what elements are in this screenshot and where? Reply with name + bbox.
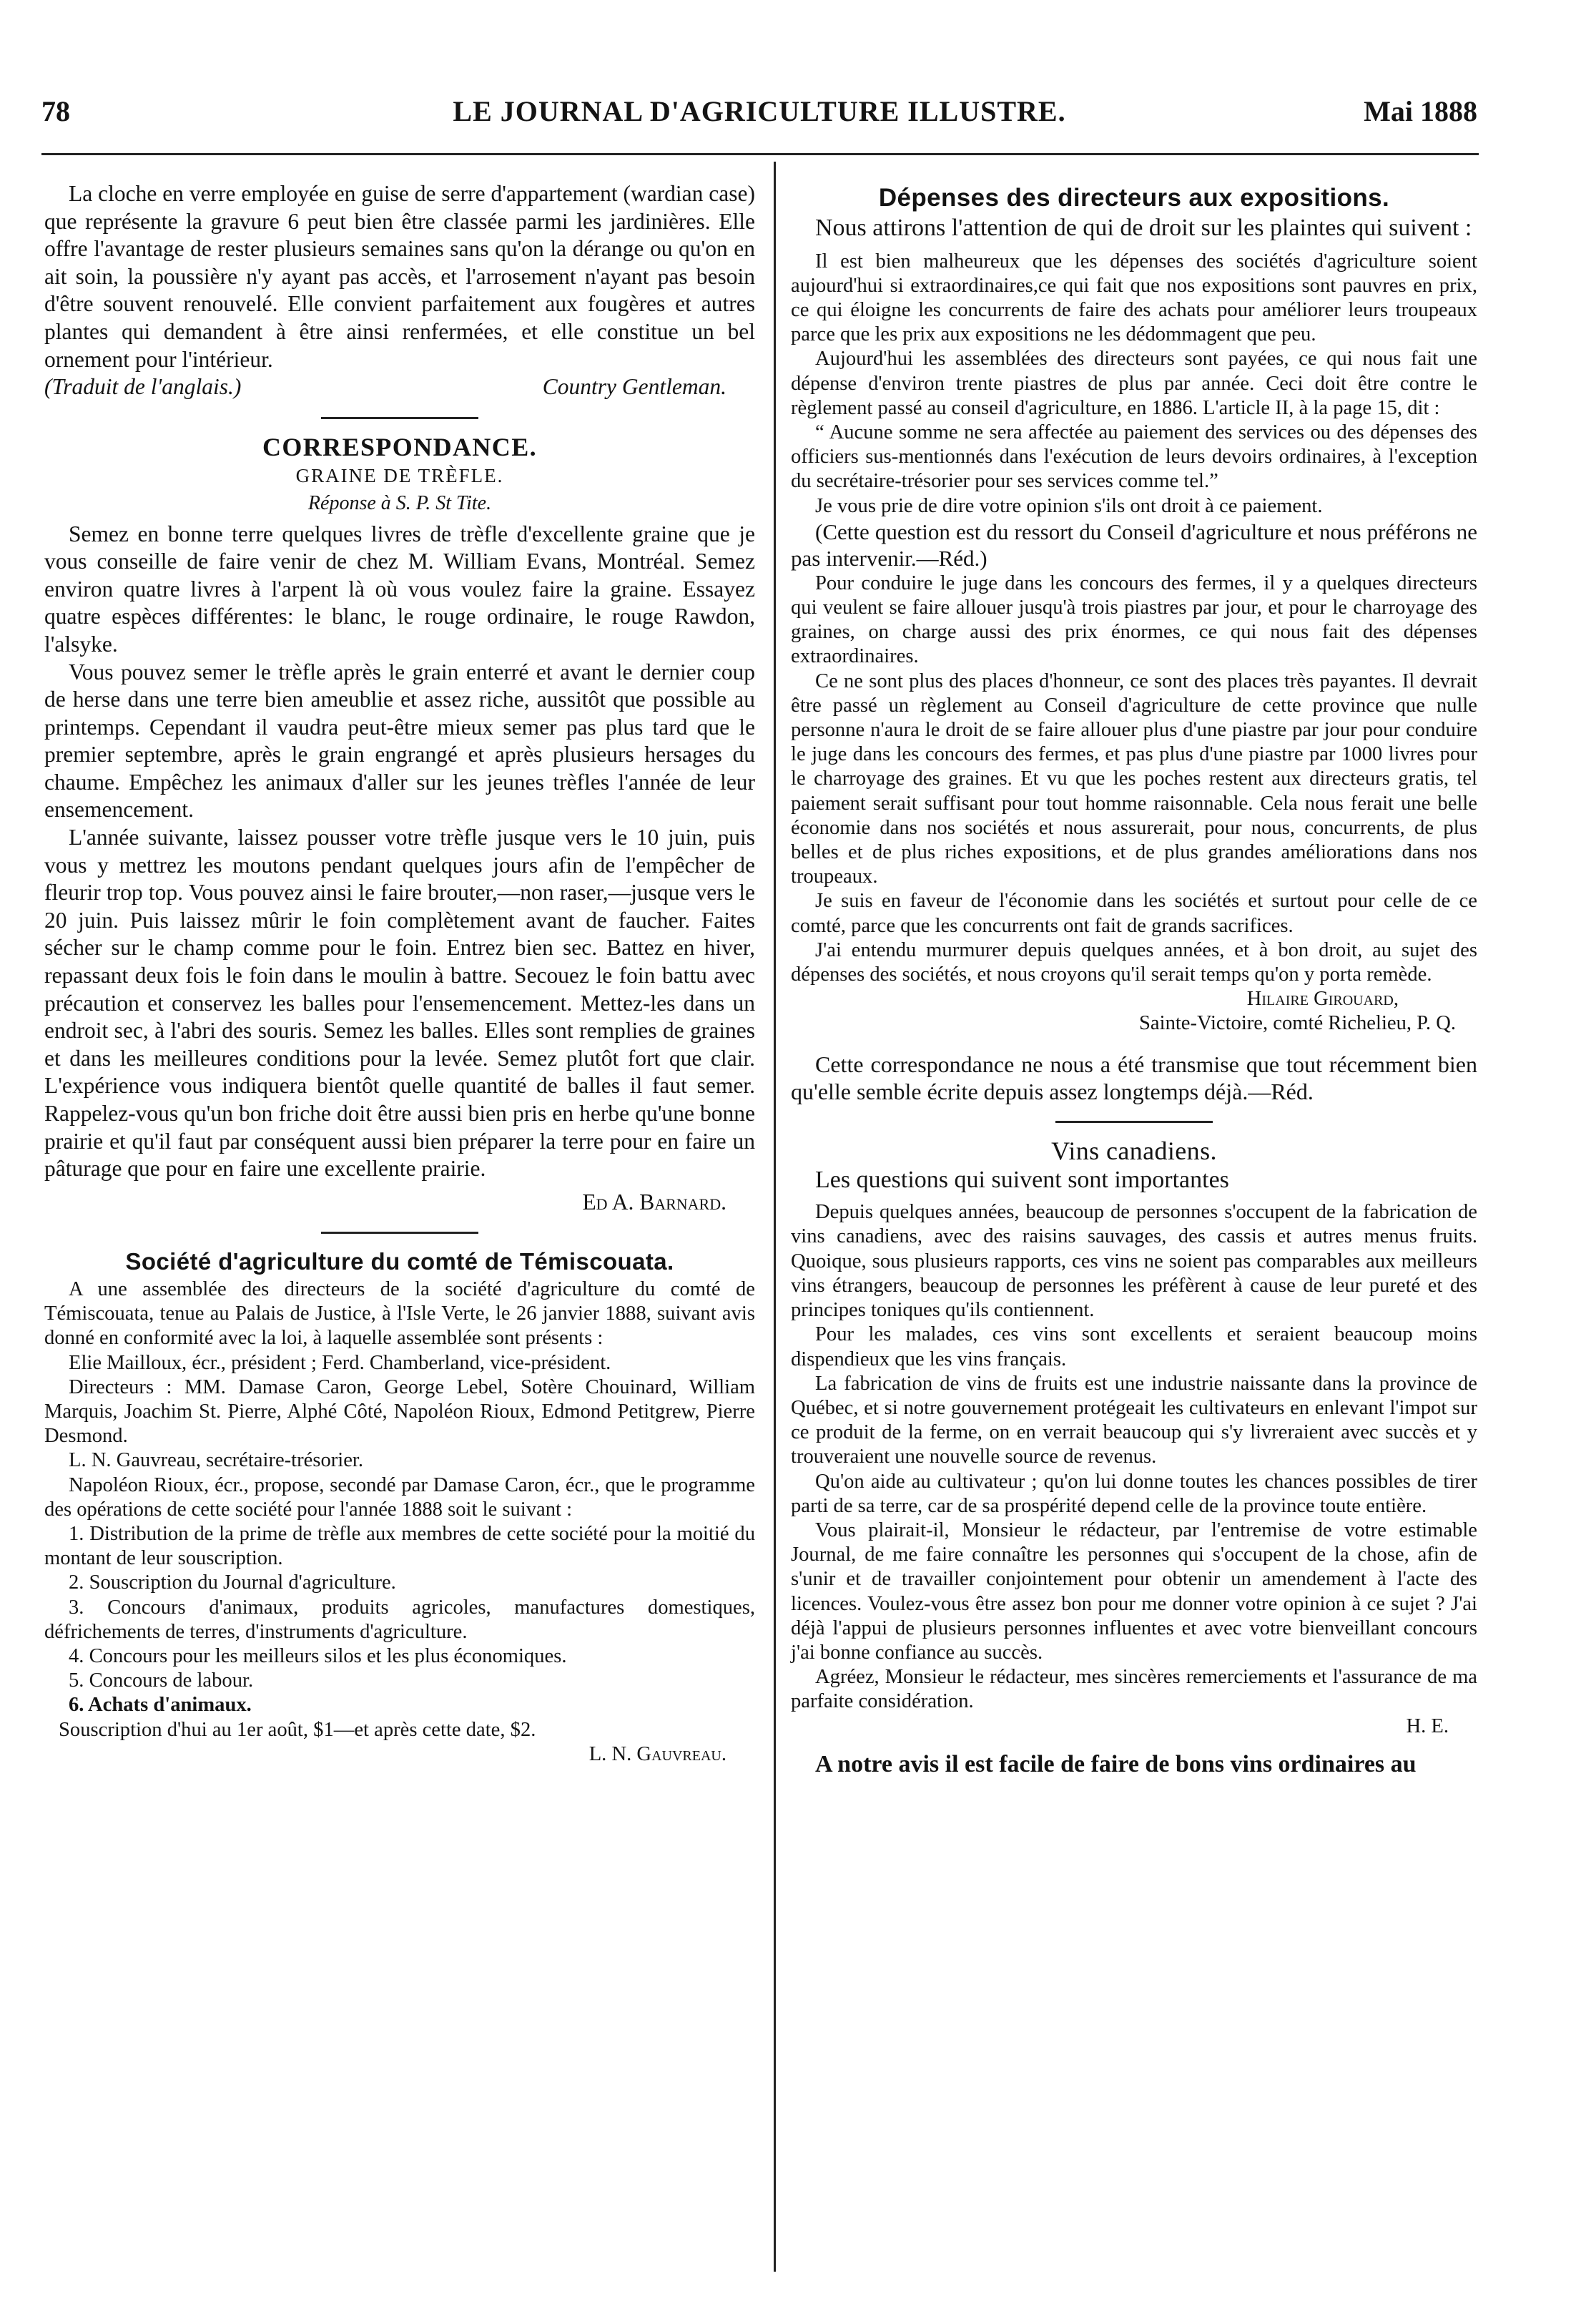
- depenses-signature-place: Sainte-Victoire, comté Richelieu, P. Q.: [1139, 1012, 1456, 1035]
- vins-paragraph: Agréez, Monsieur le rédacteur, mes sincères remerciements et l'assurance de ma parfaite considération.: [791, 1666, 1477, 1713]
- program-item: 2. Souscription du Journal d'agriculture.: [69, 1571, 396, 1594]
- header-rule: [41, 153, 1479, 155]
- vins-title: Vins canadiens.: [1051, 1136, 1217, 1165]
- program-item: 1. Distribution de la prime de trèfle aux membres de cette société pour la moitié du montant de leur souscription.: [44, 1523, 755, 1570]
- societe-paragraph: A une assemblée des directeurs de la société d'agriculture du comté de Témiscouata, tenue au Palais de Justice, à l'Isle Verte, le 26 janvier 1888, suivant avis donné en conformité avec la loi, à laquelle assemblée sont présents :: [44, 1277, 755, 1350]
- societe-signature: L. N. Gauvreau.: [588, 1742, 726, 1765]
- right-column: [791, 180, 1477, 1779]
- depenses-paragraph: “ Aucune somme ne sera affectée au paiement des services ou des dépenses des officiers sus-mentionnés dans l'exécution de leurs devoirs ordinaires, à l'exception du secrétaire-trésorier pour ses services comme tel.”: [791, 421, 1477, 493]
- depenses-editor-note: Cette correspondance ne nous a été transmise que tout récemment bien qu'elle semble écrite depuis assez longtemps déjà.—Réd.: [791, 1051, 1477, 1104]
- intro-translated: (Traduit de l'anglais.): [44, 374, 242, 400]
- depenses-lead: Nous attirons l'attention de qui de droit sur les plaintes qui suivent :: [815, 214, 1472, 241]
- program-item: 6. Achats d'animaux.: [69, 1694, 252, 1717]
- correspondance-paragraph: Semez en bonne terre quelques livres de trèfle d'excellente graine que je vous conseille de faire venir de chez M. William Evans, Montréal. Semez environ quatre livres à l'arpent là où vous voulez faire la graine. Essayez quatre espèces différentes: le blanc, le rouge ordinaire, le rouge Rawdon, l'alsyke.: [44, 521, 755, 657]
- societe-body: [44, 1277, 755, 1767]
- intro-paragraph: La cloche en verre employée en guise de serre d'appartement (wardian case) que représente la gravure 6 peut bien être classée parmi les jardinières. Elle offre l'avantage de rester plusieurs semaines sans qu'on la dérange ou qu'on en ait soin, la poussière n'y ayant pas accès, et l'arrosement n'ayant pas besoin d'être souvent renouvelé. Elle convient parfaitement aux fougères et autres plantes qui demandent à être ainsi renfermées, et elle constitue un bel ornement pour l'intérieur.: [44, 181, 755, 372]
- societe-paragraph: Directeurs : MM. Damase Caron, George Lebel, Sotère Chouinard, William Marquis, Joachim St. Pierre, Alphé Côté, Napoléon Rioux, Edmond Petitgrew, Pierre Desmond.: [44, 1375, 755, 1448]
- depenses-paragraph: Je vous prie de dire votre opinion s'ils ont droit à ce paiement.: [815, 494, 1323, 517]
- depenses-paragraph: Il est bien malheureux que les dépenses des sociétés d'agriculture soient aujourd'hui si extraordinaires,ce qui fait que nos expositions sont pauvres en prix, ce qui éloigne les concurrents de faire des achats pour améliorer leurs troupeaux parce que les prix aux expositions ne les dédommagent que peu.: [791, 250, 1477, 346]
- depenses-paragraph: Pour conduire le juge dans les concours des fermes, il y a quelques directeurs qui veulent se faire allouer jusqu'à trois piastres par jour, et pour le charroyage des graines, on charge aussi des prix énormes, ce qui nous fait des dépenses extraordinaires.: [791, 571, 1477, 668]
- societe-paragraph: Napoléon Rioux, écr., propose, secondé par Damase Caron, écr., que le programme des opérations de cette société pour l'année 1888 soit le suivant :: [44, 1473, 755, 1521]
- correspondance-paragraph: Vous pouvez semer le trèfle après le grain enterré et avant le dernier coup de herse dans une terre bien ameublie et assez riche, aussitôt que possible au printemps. Cependant il vaudra peut-être mieux semer pas plus tard que le premier septembre, après le grain engrangé et après plusieurs hersages du chaume. Empêchez les animaux d'aller sur les jeunes trèfles l'année de leur ensemencement.: [44, 659, 755, 823]
- vins-paragraph: Depuis quelques années, beaucoup de personnes s'occupent de la fabrication de vins canadiens, avec des raisins sauvages, des cassis et autres menus fruits. Quoique, sous plusieurs rapports, ces vins ne soient pas comparables aux meilleurs vins étrangers, beaucoup de personnes les préfèrent à cause de leur pureté et des principes toniques qu'ils contiennent.: [791, 1201, 1477, 1322]
- section-rule: [321, 417, 478, 419]
- left-column: [44, 180, 755, 1767]
- vins-paragraph: Pour les malades, ces vins sont excellents et seraient beaucoup moins dispendieux que les vins français.: [791, 1323, 1477, 1370]
- depenses-paragraph: (Cette question est du ressort du Conseil d'agriculture et nous préférons ne pas intervenir.—Réd.): [791, 519, 1477, 571]
- vins-paragraph: La fabrication de vins de fruits est une industrie naissante dans la province de Québec, et si notre gouvernement protégeait les cultivateurs en enlevant l'impot sur ce produit de la ferme, on en verrait beaucoup qui s'y livreraient avec succès et y trouveraient une nouvelle source de revenus.: [791, 1372, 1477, 1468]
- depenses-paragraph: Je suis en faveur de l'économie dans les sociétés et surtout pour celle de ce comté, parce que les concurrents ont fait de grands sacrifices.: [791, 890, 1477, 937]
- correspondance-reply-to: Réponse à S. P. St Tite.: [307, 491, 492, 514]
- depenses-signature-name: Hilaire Girouard,: [1246, 988, 1399, 1011]
- societe-paragraph: L. N. Gauvreau, secrétaire-trésorier.: [69, 1449, 364, 1472]
- depenses-letter: [791, 250, 1477, 1036]
- correspondance-subtitle: GRAINE DE TRÈFLE.: [295, 465, 504, 487]
- depenses-title: Dépenses des directeurs aux expositions.: [878, 184, 1390, 212]
- vins-signature: H. E.: [1406, 1714, 1449, 1737]
- souscription-line: Souscription d'hui au 1er août, $1—et après cette date, $2.: [59, 1718, 536, 1741]
- vins-paragraph: Vous plairait-il, Monsieur le rédacteur, par l'entremise de votre estimable Journal, de me faire connaître les personnes qui s'occupent de la chose, afin de s'unir et de travailler conjointement pour obtenir un amendement à l'acte des licences. Voulez-vous être assez bon pour me donner votre opinion à ce sujet ? J'ai déjà l'appui de plusieurs personnes influentes et avec votre bienveillant concours j'ai bonne confiance au succès.: [791, 1518, 1477, 1664]
- program-item: 5. Concours de labour.: [69, 1669, 254, 1692]
- column-divider: [774, 162, 776, 2272]
- section-rule: [1055, 1121, 1213, 1123]
- correspondance-paragraph: L'année suivante, laissez pousser votre trèfle jusque vers le 10 juin, puis vous y mettrez les moutons pendant quelques jours afin de l'empêcher de fleurir trop top. Vous pouvez ainsi le faire brouter,—non raser,—jusque vers le 20 juin. Puis laissez mûrir le foin complètement avant de faucher. Faites sécher sur le champ comme pour le foin. Entrez bien sec. Battez en hiver, repassant deux fois le foin dans le moulin à battre. Secouez le foin battu avec précaution et conservez les balles pour l'ensemencement. Mettez-les dans un endroit sec, à l'abri des souris. Semez les balles. Elles sont remplies de graines et dans les meilleures conditions pour la levée. Semez plutôt fort que clair. L'expérience vous indiquera bientôt quelle quantité de balles il faut semer. Rappelez-vous qu'un bon friche doit être aussi bien pris en herbe qu'une bonne prairie et qu'il faut par conséquent aussi bien préparer la terre pour en faire un pâturage que pour en faire une excellente prairie.: [44, 825, 755, 1182]
- depenses-paragraph: J'ai entendu murmurer depuis quelques années, et à bon droit, au sujet des dépenses des sociétés, et nous croyons qu'il serait temps qu'on y porta remède.: [791, 938, 1477, 986]
- section-rule: [321, 1232, 478, 1234]
- intro-source: Country Gentleman.: [542, 374, 726, 400]
- depenses-paragraph: Ce ne sont plus des places d'honneur, ce sont des places très payantes. Il devrait être passé un règlement au Conseil d'agriculture de cette province que nulle personne n'aura le droit de se faire allouer plus d'une piastre par jour pour conduire le juge dans les concours des fermes, et pas plus d'une piastre par 1000 livres pour le charroyage des graines. Et vu que les poches restent aux directeurs gratis, tel paiement serait suffisant pour tout homme raisonnable. Cela nous ferait une belle économie dans nos sociétés et nous assurerait, pour nous, concurrents, de plus belles et de plus riches expositions, et de plus grandes améliorations dans nos troupeaux.: [791, 669, 1477, 888]
- page-number: 78: [41, 95, 70, 127]
- societe-paragraph: Elie Mailloux, écr., président ; Ferd. Chamberland, vice-président.: [69, 1351, 611, 1374]
- vins-letter: [791, 1200, 1477, 1738]
- vins-lead: Les questions qui suivent sont importantes: [815, 1167, 1229, 1194]
- vins-closing: A notre avis il est facile de faire de bons vins ordinaires au: [815, 1750, 1417, 1777]
- issue-date: Mai 1888: [1364, 95, 1477, 127]
- page-header: [41, 92, 1477, 134]
- journal-title: LE JOURNAL D'AGRICULTURE ILLUSTRE.: [453, 95, 1066, 127]
- societe-title: Société d'agriculture du comté de Témiscouata.: [125, 1248, 674, 1275]
- depenses-paragraph: Aujourd'hui les assemblées des directeurs sont payées, ce qui nous fait une dépense d'environ trente piastres de plus par année. Ceci doit être contre le règlement passé au conseil d'agriculture, en 1886. L'article II, à la page 15, dit :: [791, 348, 1477, 419]
- vins-paragraph: Qu'on aide au cultivateur ; qu'on lui donne toutes les chances possibles de tirer parti de sa terre, car de sa prospérité depend celle de la province toute entière.: [791, 1470, 1477, 1517]
- correspondance-signature: Ed A. Barnard.: [582, 1189, 726, 1215]
- program-item: 3. Concours d'animaux, produits agricoles, manufactures domestiques, défrichements de terres, d'instruments d'agriculture.: [44, 1596, 755, 1643]
- correspondance-title: CORRESPONDANCE.: [262, 432, 538, 461]
- intro-attribution: [44, 373, 755, 401]
- program-item: 4. Concours pour les meilleurs silos et les plus économiques.: [69, 1645, 567, 1668]
